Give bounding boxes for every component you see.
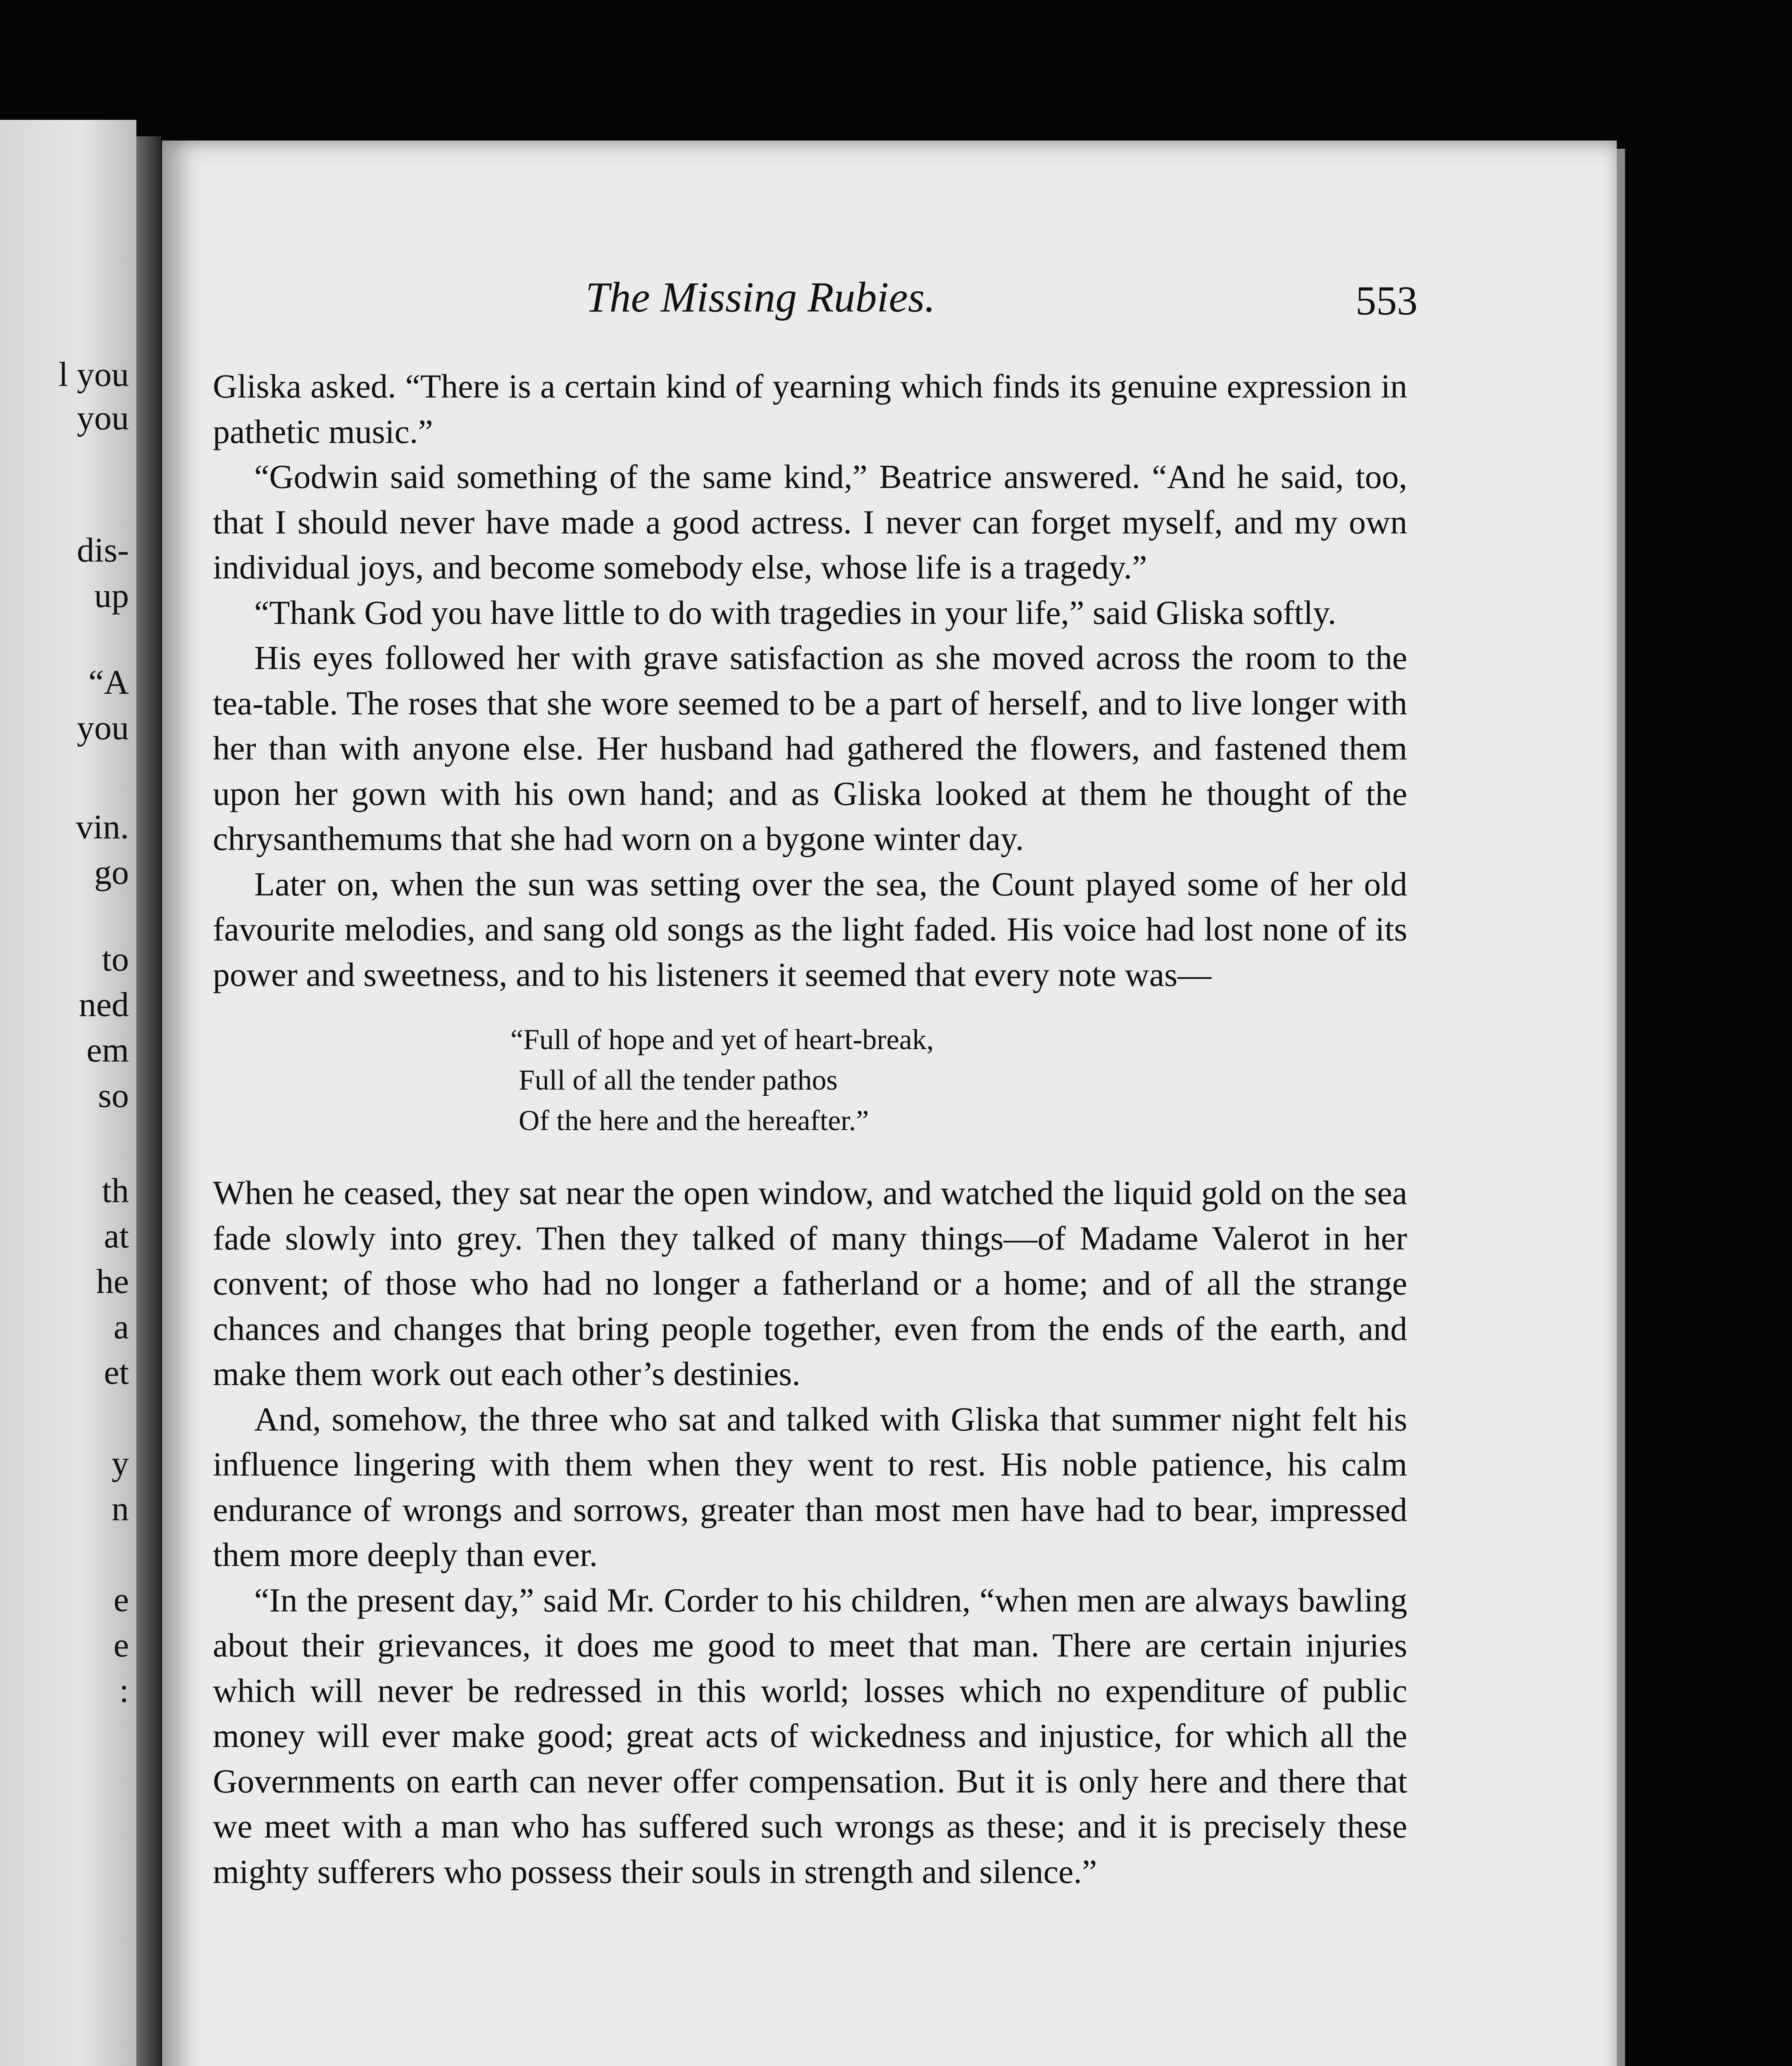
left-fragment: n	[112, 1490, 129, 1528]
verse-line: Of the here and the hereafter.”	[519, 1105, 869, 1137]
left-fragment: you	[77, 709, 129, 747]
verse-line: “Full of hope and yet of heart-break,	[510, 1024, 934, 1056]
left-fragment: th	[102, 1171, 129, 1210]
paragraph: When he ceased, they sat near the open window, and watched the liquid gold on the sea fade slowly into grey. Then they talked of many things—of Madame Valerot in her convent; of those who had no longer a fatherland or a home; and of all the strange chances and changes that bring people together, even from the ends of the earth, and make them work out each other’s destinies.	[213, 1174, 1407, 1392]
left-fragment: so	[98, 1076, 129, 1115]
left-fragment: “A	[88, 663, 129, 702]
left-fragment: :	[119, 1671, 129, 1710]
left-facing-page	[0, 120, 136, 2066]
left-fragment: you	[77, 399, 129, 437]
paragraph: “In the present day,” said Mr. Corder to his children, “when men are always bawling about their grievances, it does me good to meet that man. There are certain injuries which will never be redressed in this world; losses which no expenditure of public money will ever make good; great acts of wickedness and injustice, for which all the Governments on earth can never offer compensation. But it is only here and there that we meet with a man who has suffered such wrongs as these; and it is precisely these mighty sufferers who possess their souls in strength and silence.”	[213, 1581, 1407, 1890]
paragraph: Gliska asked. “There is a certain kind of yearning which finds its genuine expression in pathetic music.”	[213, 367, 1407, 450]
left-fragment: em	[86, 1031, 129, 1069]
running-title: The Missing Rubies.	[585, 274, 936, 321]
left-fragment: vin.	[76, 808, 129, 846]
verse-quote	[213, 1020, 1407, 1141]
left-fragment: et	[104, 1353, 129, 1392]
page-edge	[1617, 149, 1625, 2066]
left-fragment: to	[102, 940, 129, 978]
left-fragment: e	[113, 1580, 129, 1619]
paragraph: And, somehow, the three who sat and talked with Gliska that summer night felt his influence lingering with them when they went to rest. His noble patience, his calm endurance of wrongs and sorrows, greater than most men have had to bear, impressed them more deeply than ever.	[213, 1400, 1407, 1573]
paragraph: Later on, when the sun was setting over the sea, the Count played some of her old favourite melodies, and sang old songs as the light faded. His voice had lost none of its power and sweetness, and to his listeners it seemed that every note was—	[213, 865, 1407, 993]
body-text	[213, 364, 1407, 1894]
book-gutter	[136, 136, 161, 2066]
left-fragment: go	[94, 853, 129, 892]
left-fragment: l you	[58, 355, 129, 394]
left-fragment: he	[96, 1262, 129, 1301]
paragraph: “Godwin said something of the same kind,” Beatrice answered. “And he said, too, that I should never have made a good actress. I never can forget myself, and my own individual joys, and become somebody else, whose life is a tragedy.”	[213, 458, 1407, 586]
verse-line: Full of all the tender pathos	[519, 1064, 838, 1096]
left-fragment: y	[112, 1444, 129, 1483]
paragraph: “Thank God you have little to do with tragedies in your life,” said Gliska softly.	[254, 593, 1337, 631]
left-fragment: up	[94, 576, 129, 615]
left-fragment: a	[113, 1308, 129, 1346]
left-fragment: at	[104, 1217, 129, 1255]
left-fragment: ned	[79, 985, 129, 1024]
paragraph: His eyes followed her with grave satisfaction as she moved across the room to the tea-table. The roses that she wore seemed to be a part of herself, and to live longer with her than with anyone else. Her husband had gathered the flowers, and fastened them upon her gown with his own hand; and as Gliska looked at them he thought of the chrysanthemums that she had worn on a bygone winter day.	[213, 639, 1407, 857]
left-fragment: e	[113, 1626, 129, 1664]
page-number: 553	[1356, 278, 1418, 324]
left-fragment: dis-	[77, 531, 129, 569]
